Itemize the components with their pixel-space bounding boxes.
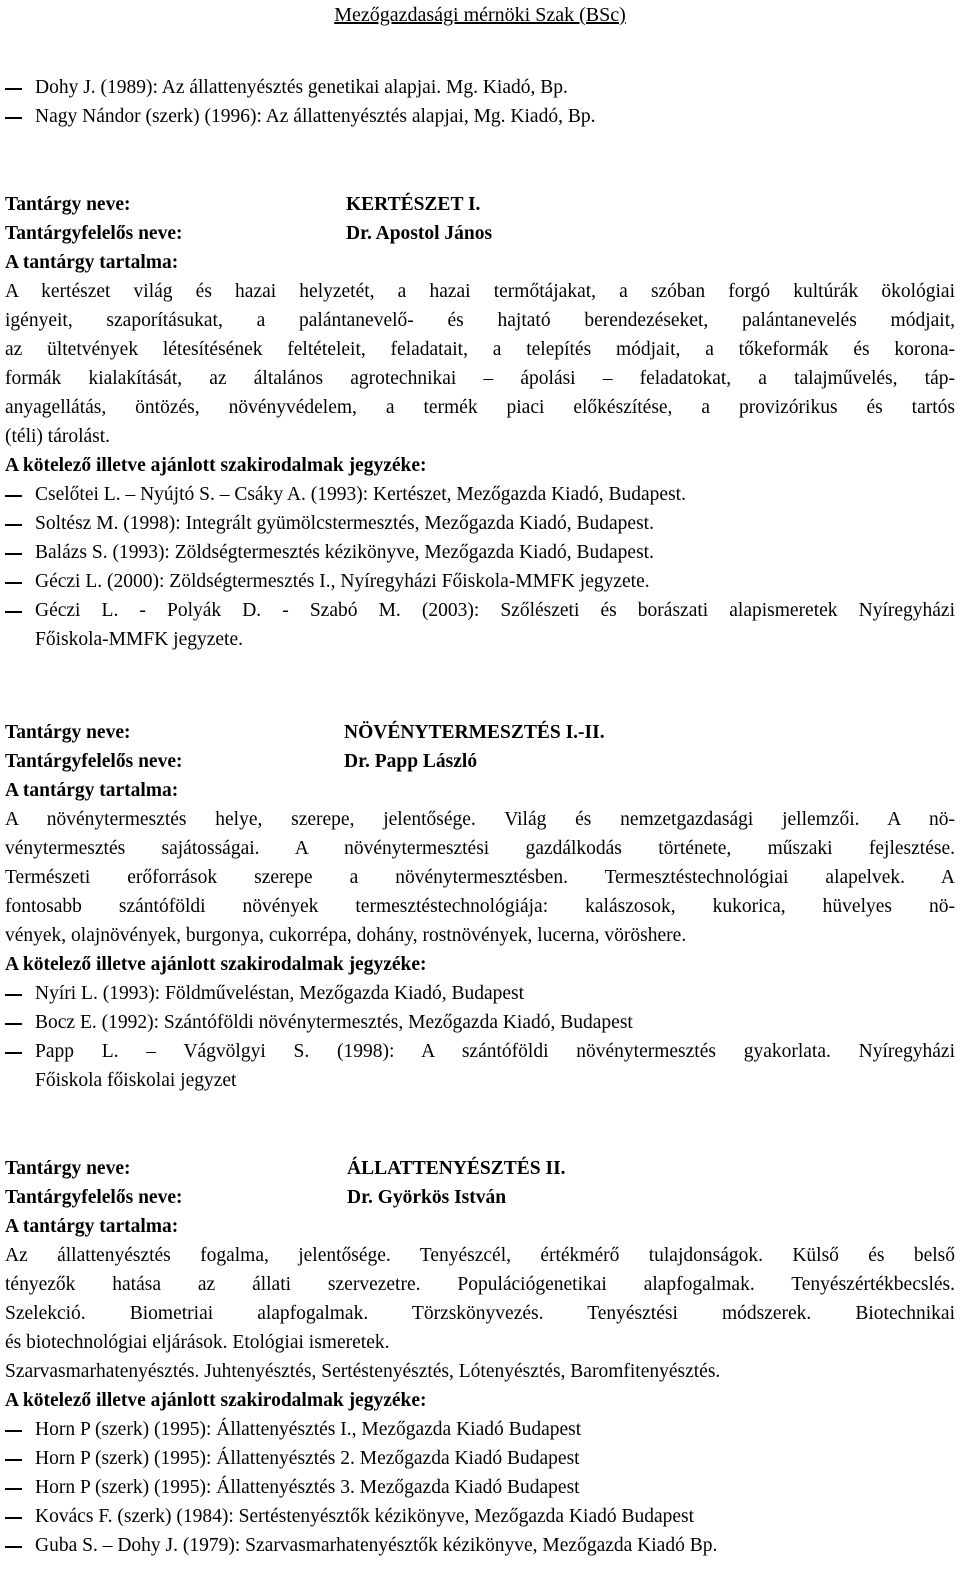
responsible-name: Dr. Apostol János	[346, 223, 493, 244]
content-line: igényeit, szaporításukat, a palántanevelő- és hajtató berendezéseket, palántanevelés módjait,	[5, 310, 955, 331]
reference-list	[5, 480, 955, 654]
content-paragraph	[5, 805, 955, 950]
content-paragraph	[5, 277, 955, 451]
list-item: Géczi L. (2000): Zöldségtermesztés I., Nyíregyházi Főiskola-MMFK jegyzete.	[5, 567, 955, 596]
content-line: az ültetvények létesítésének feltételeit, feladatait, a telepítés módjait, a tőkeformák és korona-	[5, 339, 955, 360]
list-item: Guba S. – Dohy J. (1979): Szarvasmarhatenyésztők kézikönyve, Mezőgazda Kiadó Bp.	[5, 1531, 955, 1560]
content-label: A tantárgy tartalma:	[5, 1216, 179, 1237]
subject-row	[5, 1154, 955, 1183]
top-reference-list	[5, 73, 955, 131]
reference-line: Géczi L. - Polyák D. - Szabó M. (2003): Szőlészeti és borászati alapismeretek Nyíregyházi	[35, 600, 955, 621]
content-line: A növénytermesztés helye, szerepe, jelentősége. Világ és nemzetgazdasági jellemzői. A nö-	[5, 809, 955, 830]
content-line: Természeti erőforrások szerepe a növénytermesztésben. Termesztéstechnológiai alapelvek. A	[5, 867, 955, 888]
responsible-label: Tantárgyfelelős neve:	[5, 223, 183, 244]
subject-name: KERTÉSZET I.	[346, 194, 481, 215]
list-item	[5, 1037, 955, 1095]
content-line: Az állattenyésztés fogalma, jelentősége. Tenyészcél, értékmérő tulajdonságok. Külső és belső	[5, 1245, 955, 1266]
list-item: Cselőtei L. – Nyújtó S. – Csáky A. (1993): Kertészet, Mezőgazda Kiadó, Budapest.	[5, 480, 955, 509]
literature-label: A kötelező illetve ajánlott szakirodalmak jegyzéke:	[5, 954, 427, 975]
reference-list	[5, 979, 955, 1095]
subject-label: Tantárgy neve:	[5, 722, 131, 743]
subject-row	[5, 190, 955, 219]
list-item: Kovács F. (szerk) (1984): Sertéstenyésztők kézikönyve, Mezőgazda Kiadó Budapest	[5, 1502, 955, 1531]
list-item: Bocz E. (1992): Szántóföldi növénytermesztés, Mezőgazda Kiadó, Budapest	[5, 1008, 955, 1037]
list-item: Soltész M. (1998): Integrált gyümölcstermesztés, Mezőgazda Kiadó, Budapest.	[5, 509, 955, 538]
list-item: Dohy J. (1989): Az állattenyésztés genetikai alapjai. Mg. Kiadó, Bp.	[5, 73, 955, 102]
literature-label: A kötelező illetve ajánlott szakirodalmak jegyzéke:	[5, 1390, 427, 1411]
reference-list	[5, 1415, 955, 1560]
content-line: Szarvasmarhatenyésztés. Juhtenyésztés, Sertéstenyésztés, Lótenyésztés, Baromfitenyésztés.	[5, 1361, 721, 1382]
responsible-name: Dr. Papp László	[344, 751, 478, 772]
content-line: formák kialakítását, az általános agrotechnikai – ápolási – feladatokat, a talajművelés, táp-	[5, 368, 955, 389]
course-section	[5, 1154, 955, 1560]
responsible-row	[5, 219, 955, 248]
content-label: A tantárgy tartalma:	[5, 252, 179, 273]
content-line: (téli) tárolást.	[5, 426, 111, 447]
page-header-title: Mezőgazdasági mérnöki Szak (BSc)	[334, 4, 626, 26]
literature-label: A kötelező illetve ajánlott szakirodalmak jegyzéke:	[5, 455, 427, 476]
subject-name: ÁLLATTENYÉSZTÉS II.	[347, 1158, 566, 1179]
responsible-row	[5, 1183, 955, 1212]
content-line: A kertészet világ és hazai helyzetét, a hazai termőtájakat, a szóban forgó kultúrák ökológiai	[5, 281, 955, 302]
content-line: vénytermesztés sajátosságai. A növénytermesztési gazdálkodás története, műszaki fejlesztése.	[5, 838, 955, 859]
subject-label: Tantárgy neve:	[5, 1158, 131, 1179]
list-item: Horn P (szerk) (1995): Állattenyésztés I., Mezőgazda Kiadó Budapest	[5, 1415, 955, 1444]
content-line: fontosabb szántóföldi növények termesztéstechnológiája: kalászosok, kukorica, hüvelyes nö-	[5, 896, 955, 917]
list-item: Horn P (szerk) (1995): Állattenyésztés 2. Mezőgazda Kiadó Budapest	[5, 1444, 955, 1473]
content-label: A tantárgy tartalma:	[5, 780, 179, 801]
reference-line: Papp L. – Vágvölgyi S. (1998): A szántóföldi növénytermesztés gyakorlata. Nyíregyházi	[35, 1041, 955, 1062]
content-line: vények, olajnövények, burgonya, cukorrépa, dohány, rostnövények, lucerna, vöröshere.	[5, 925, 687, 946]
list-item: Horn P (szerk) (1995): Állattenyésztés 3. Mezőgazda Kiadó Budapest	[5, 1473, 955, 1502]
list-item	[5, 596, 955, 654]
responsible-label: Tantárgyfelelős neve:	[5, 1187, 183, 1208]
responsible-name: Dr. Györkös István	[347, 1187, 507, 1208]
content-line: tényezők hatása az állati szervezetre. Populációgenetikai alapfogalmak. Tenyészértékbecslés.	[5, 1274, 955, 1295]
subject-row	[5, 718, 955, 747]
list-item: Nyíri L. (1993): Földműveléstan, Mezőgazda Kiadó, Budapest	[5, 979, 955, 1008]
reference-line: Főiskola főiskolai jegyzet	[35, 1070, 237, 1091]
responsible-row	[5, 747, 955, 776]
course-section	[5, 190, 955, 654]
subject-name: NÖVÉNYTERMESZTÉS I.-II.	[344, 722, 605, 743]
content-paragraph	[5, 1241, 955, 1386]
course-section	[5, 718, 955, 1095]
list-item: Nagy Nándor (szerk) (1996): Az állattenyésztés alapjai, Mg. Kiadó, Bp.	[5, 102, 955, 131]
content-line: és biotechnológiai eljárások. Etológiai ismeretek.	[5, 1332, 390, 1353]
content-line: Szelekció. Biometriai alapfogalmak. Törzskönyvezés. Tenyésztési módszerek. Biotechnikai	[5, 1303, 955, 1324]
list-item: Balázs S. (1993): Zöldségtermesztés kézikönyve, Mezőgazda Kiadó, Budapest.	[5, 538, 955, 567]
subject-label: Tantárgy neve:	[5, 194, 131, 215]
responsible-label: Tantárgyfelelős neve:	[5, 751, 183, 772]
content-line: anyagellátás, öntözés, növényvédelem, a termék piaci előkészítése, a provizórikus és tartós	[5, 397, 955, 418]
reference-line: Főiskola-MMFK jegyzete.	[35, 629, 243, 650]
